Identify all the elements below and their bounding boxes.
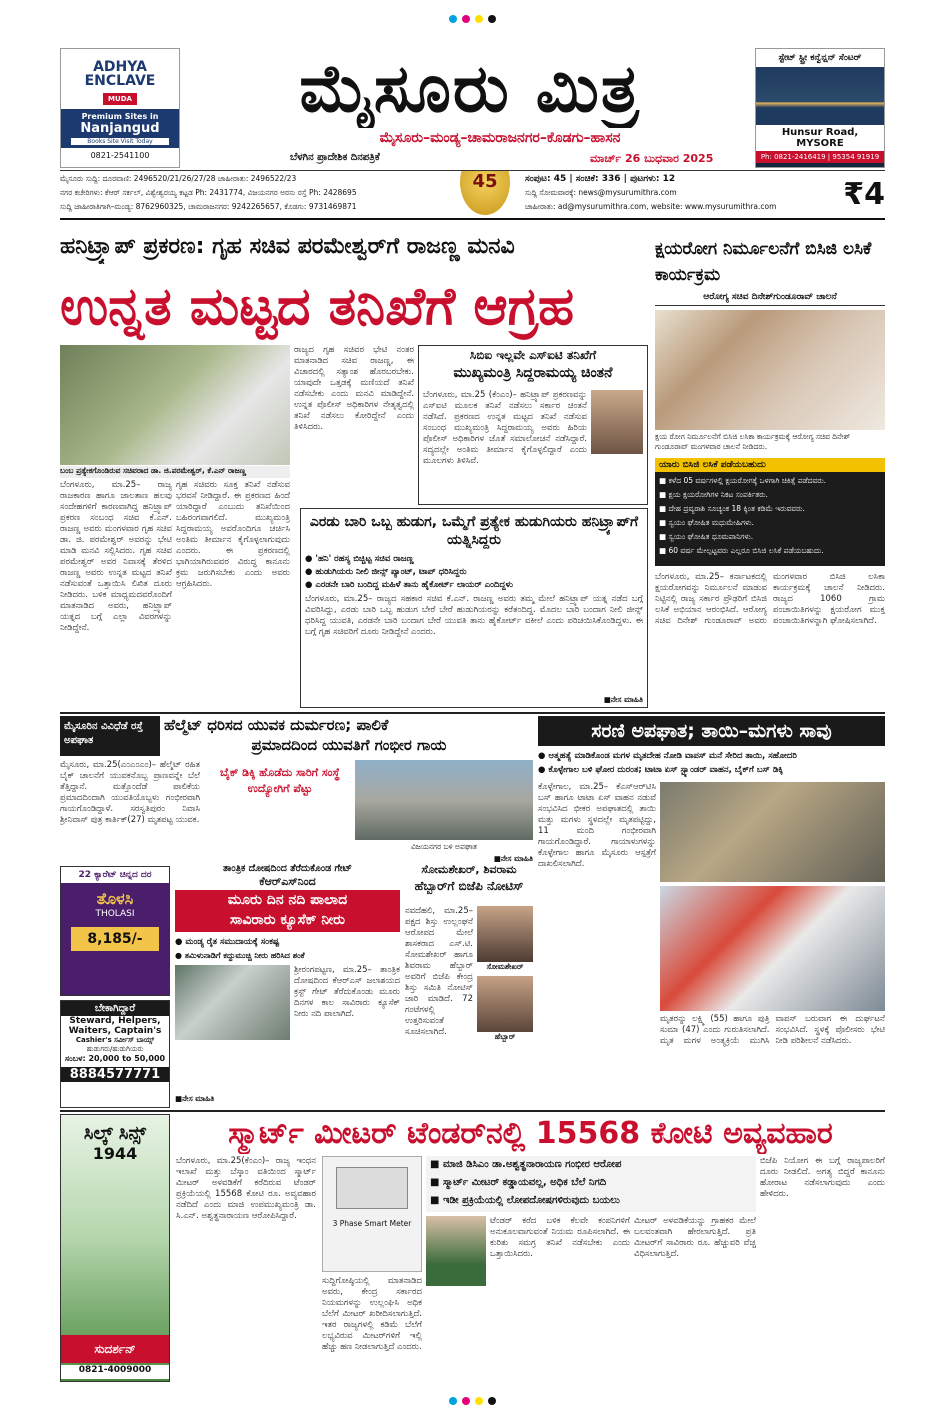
tb-strap: ಆರೋಗ್ಯ ಸಚಿವ ದಿನೇಶ್‌ಗುಂಡೂರಾವ್ ಚಾಲನೆ bbox=[655, 292, 885, 306]
kaveri-kicker-2: ಕೆಆರ್‌ಎಸ್‌ನಿಂದ bbox=[259, 875, 316, 888]
tb-item-1: ■ ಕಳೆದ 05 ವರ್ಷಗಳಲ್ಲಿ ಕ್ಷಯರೋಗಕ್ಕೆ ಒಳಗಾಗಿ ಚಿಕಿತ್ಸೆ ಪಡೆದವರು. bbox=[659, 476, 827, 485]
accident-photo-2 bbox=[660, 886, 885, 1011]
notice-headline: ಹೆಬ್ಬಾರ್‌ಗೆ ಬಿಜೆಪಿ ನೋಟಿಸ್ bbox=[414, 879, 524, 893]
lead-kicker: ಹನಿಟ್ರ್ಯಾಪ್ ಪ್ರಕರಣ: ಗೃಹ ಸಚಿವ ಪರಮೇಶ್ವರ್‌ಗೆ ರಾಜಣ್ಣ ಮನವಿ bbox=[60, 234, 515, 259]
issue-date: ಮಾರ್ಚ್ 26 ಬುಧವಾರ 2025 bbox=[590, 152, 714, 165]
tb-box bbox=[655, 458, 885, 566]
silk-year: 1944 bbox=[92, 1144, 138, 1163]
gold-price: 8,185/- bbox=[71, 927, 159, 951]
honeytrap-bullet-2: ● ಹುಡುಗಿಯರು ನೀಲಿ ಜೀನ್ಸ್ ಪ್ಯಾಂಟ್, ಟಾಪ್ ಧರಿಸಿದ್ದರು bbox=[305, 567, 467, 577]
meter-body-2: ಸುದ್ದಿಗೋಷ್ಠಿಯಲ್ಲಿ ಮಾತನಾಡಿದ ಅವರು, ಕೇಂದ್ರ ಸರ್ಕಾರದ ನಿಯಮಗಳನ್ನು ಉಲ್ಲಂಘಿಸಿ ಅಧಿಕ ಬೆಲೆಗೆ ಮೀಟರ್ ಖರೀದಿಸಲಾಗುತ್ತಿದೆ. ಇತರ ರಾಜ್ಯಗಳಲ್ಲಿ ಕಡಿಮೆ ಬೆಲೆಗೆ ಲಭ್ಯವಿರುವ ಮೀಟರ್‌ಗಳಿಗೆ ಇಲ್ಲಿ ಹೆಚ್ಚು ಹಣ ನೀಡಲಾಗುತ್ತಿದೆ ಎಂದರು. bbox=[322, 1276, 422, 1352]
adhya-line4: Premium Sites in bbox=[81, 112, 159, 121]
lead-body-col-3: ರಾಜ್ಯದ ಗೃಹ ಸಚಿವರ ಭೇಟಿ ನಂತರ ಮಾತನಾಡಿದ ಸಚಿವ ರಾಜಣ್ಣ, ಈ ವಿಚಾರದಲ್ಲಿ ಸತ್ಯಾಂಶ ಹೊರಬರಬೇಕು. ಯಾವುದೇ ಒತ್ತಡಕ್ಕೆ ಮಣಿಯದೆ ತನಿಖೆ ನಡೆಸಬೇಕು ಎಂದು ಮನವಿ ಮಾಡಿದ್ದೇನೆ. ಉನ್ನತ ಪೊಲೀಸ್ ಅಧಿಕಾರಿಗಳ ನೇತೃತ್ವದಲ್ಲಿ ತನಿಖೆ ನಡೆಸಲು ಕೋರಿದ್ದೇನೆ ಎಂದು ತಿಳಿಸಿದರು. bbox=[294, 345, 414, 432]
notice-caption-2: ಹೆಬ್ಬಾರ್ bbox=[494, 1032, 516, 1041]
silk-brand: ಸುದರ್ಶನ್ bbox=[61, 1335, 169, 1363]
honeytrap-bullet-1: ● 'ಹನಿ' ರಹಸ್ಯ ಬಿಚ್ಚಿಟ್ಟ ಸಚಿವ ರಾಜಣ್ಣ bbox=[305, 554, 414, 564]
convention-ad[interactable] bbox=[755, 48, 885, 168]
jobs-line-1: Steward, Helpers, bbox=[69, 1016, 161, 1026]
lead-photo bbox=[60, 345, 290, 465]
contact-line-3: ಸುದ್ದಿ ಜಾಹೀರಾತಿಗಾಗಿ–ಮಂಡ್ಯ: 8762960325, ಚಾಮರಾಜನಗರ: 9242265657, ಕೊಡಗು: 9731469871 bbox=[60, 202, 357, 211]
honeytrap-credit: ■ನೇಸ ಮಾಹಿತಿ bbox=[603, 695, 643, 704]
jobs-line-3: Cashier's ಸರ್ವೀಸ್ ಬಾಯ್ಸ್ bbox=[75, 1036, 155, 1044]
meter-bullet-2: ■ ಸ್ಮಾರ್ಟ್ ಮೀಟರ್ ಕಡ್ಡಾಯವಲ್ಲ, ಅಧಿಕ ಬೆಲೆ ನಿಗದಿ bbox=[430, 1177, 607, 1188]
accident-headline: ಸರಣಿ ಅಪಘಾತ; ತಾಯಿ–ಮಗಳು ಸಾವು bbox=[538, 716, 885, 746]
gold-title: 22 ಕ್ಯಾರೆಟ್ ಚಿನ್ನದ ದರ bbox=[61, 867, 169, 883]
jobs-title: ಬೇಕಾಗಿದ್ದಾರೆ bbox=[61, 1001, 169, 1016]
meter-bullet-3: ■ ಇಡೀ ಪ್ರಕ್ರಿಯೆಯಲ್ಲಿ ಲೋಪದೋಷಗಳಿರುವುದು ಬಯಲು bbox=[430, 1195, 620, 1206]
honeytrap-box bbox=[300, 508, 648, 708]
notice-body: ನವದೆಹಲಿ, ಮಾ.25– ಪಕ್ಷದ ಶಿಸ್ತು ಉಲ್ಲಂಘನೆ ಆರೋಪದ ಮೇಲೆ ಶಾಸಕರಾದ ಎಸ್.ಟಿ. ಸೋಮಶೇಖರ್ ಹಾಗೂ ಶಿವರಾಮ ಹೆಬ್ಬಾರ್ ಅವರಿಗೆ ಬಿಜೆಪಿ ಕೇಂದ್ರ ಶಿಸ್ತು ಸಮಿತಿ ನೋಟಿಸ್ ಜಾರಿ ಮಾಡಿದೆ. 72 ಗಂಟೆಗಳಲ್ಲಿ ಉತ್ತರಿಸುವಂತೆ ಸೂಚಿಸಲಾಗಿದೆ. bbox=[405, 906, 473, 1037]
silk-title: ಸಿಲ್ಕ್ ಸಿನ್ಸ್ bbox=[83, 1123, 147, 1144]
cm-kicker: ಸಿಬಿಐ ಇಲ್ಲವೇ ಎಸ್‌ಐಟಿ ತನಿಖೆಗೆ bbox=[469, 348, 597, 362]
silk-ad[interactable] bbox=[60, 1114, 170, 1382]
kaveri-bullet-1: ● ಮಂಡ್ಯ ರೈತ ಸಮುದಾಯಕ್ಕೆ ಸಂಕಷ್ಟ bbox=[175, 937, 280, 947]
adhya-title-2: ENCLAVE bbox=[84, 73, 156, 89]
tb-item-4: ■ ಸ್ವಯಂ ಘೋಷಿತ ಮಧುಮೇಹಿಗಳು. bbox=[659, 518, 754, 527]
muda-badge: MUDA bbox=[103, 93, 137, 105]
anniversary-seal bbox=[460, 170, 510, 215]
tb-headline: ಕ್ಷಯರೋಗ ನಿರ್ಮೂಲನೆಗೆ ಬಿಸಿಜಿ ಲಸಿಕೆ ಕಾರ್ಯಕ್ರಮ bbox=[655, 239, 872, 285]
adhya-phone: 0821-2541100 bbox=[90, 151, 150, 160]
tb-photo bbox=[655, 310, 885, 430]
meter-headline: ಸ್ಮಾರ್ಟ್ ಮೀಟರ್ ಟೆಂಡರ್‌ನಲ್ಲಿ 15568 ಕೋಟಿ ಅವ್ಯವಹಾರ bbox=[228, 1116, 833, 1151]
meter-body-3: ಟೆಂಡರ್ ಕರೆದ ಬಳಿಕ ಕೆಲವೇ ಕಂಪನಿಗಳಿಗೆ ಅನುಕೂಲವಾಗುವಂತೆ ನಿಯಮ ರೂಪಿಸಲಾಗಿದೆ. ಈ ಕುರಿತು ಸಮಗ್ರ ತನಿಖೆ ನಡೆಸಬೇಕು ಎಂದು ಒತ್ತಾಯಿಸಿದರು. bbox=[490, 1216, 630, 1259]
honeytrap-bullet-3: ● ಎರಡನೇ ಬಾರಿ ಬಂದಿದ್ದ ಮಹಿಳೆ ತಾನು ಹೈಕೋರ್ಟ್ ಲಾಯರ್ ಎಂದಿದ್ದಳು bbox=[305, 580, 513, 590]
email-news: ಸುದ್ದಿ ಸೋಮವಾರಕ್ಕೆ: news@mysurumithra.com bbox=[525, 188, 677, 197]
accident-body-2: ಮೃತರನ್ನು ಲಕ್ಷ್ಮಿ (55) ಹಾಗೂ ಪುತ್ರಿ ಸುಮಾ (47) ಎಂದು ಗುರುತಿಸಲಾಗಿದೆ. ಮೃತ ಮಗಳ ಅಂತ್ಯಕ್ರಿಯೆ ಮುಗಿಸಿ ವಾಪಸ್ ಬರುವಾಗ ಈ ದುರ್ಘಟನೆ ಸಂಭವಿಸಿದೆ. ಸ್ಥಳಕ್ಕೆ ಪೊಲೀಸರು ಭೇಟಿ ನೀಡಿ ಪರಿಶೀಲನೆ ನಡೆಸಿದರು. bbox=[660, 1014, 885, 1046]
cm-box bbox=[418, 345, 648, 505]
ashwath-photo bbox=[426, 1216, 486, 1286]
adhya-title: ADHYA bbox=[93, 59, 147, 75]
silk-phone: 0821-4009000 bbox=[61, 1365, 169, 1379]
honeytrap-headline: ಎರಡು ಬಾರಿ ಒಬ್ಬ ಹುಡುಗ, ಒಮ್ಮೆಗೆ ಪ್ರತ್ಯೇಕ ಹುಡುಗಿಯರು ಹನಿಟ್ರ್ಯಾಪ್‌ಗೆ ಯತ್ನಿಸಿದ್ದರು bbox=[309, 514, 639, 548]
email-ad: ಜಾಹೀರಾತು: ad@mysurumithra.com, website: www.mysurumithra.com bbox=[525, 202, 777, 211]
honeytrap-body: ಬೆಂಗಳೂರು, ಮಾ.25– ರಾಜ್ಯದ ಸಹಕಾರ ಸಚಿವ ಕೆ.ಎನ್. ರಾಜಣ್ಣ ಅವರು ತಮ್ಮ ಮೇಲೆ ಹನಿಟ್ರ್ಯಾಪ್ ಯತ್ನ ನಡೆದ ಬಗ್ಗೆ ವಿವರಿಸಿದ್ದು, ಎರಡು ಬಾರಿ ಒಬ್ಬ ಹುಡುಗ ಬೇರೆ ಬೇರೆ ಹುಡುಗಿಯರನ್ನು ಕರೆತಂದಿದ್ದ. ಮೊದಲ ಬಾರಿ ಬಂದಾಗ ನೀಲಿ ಜೀನ್ಸ್ ಧರಿಸಿದ್ದ ಯುವತಿ, ಎರಡನೇ ಬಾರಿ ಬಂದಾಗ ಬೇರೆ ಯುವತಿ ತಾನು ಹೈಕೋರ್ಟ್ ವಕೀಲೆ ಎಂದು ಪರಿಚಯಿಸಿಕೊಂಡಿದ್ದಳು. ಈ ಬಗ್ಗೆ ಗೃಹ ಸಚಿವರಿಗೆ ದೂರು ನೀಡಿದ್ದೇನೆ ಎಂದರು. bbox=[305, 594, 643, 637]
tb-body: ಬೆಂಗಳೂರು, ಮಾ.25– ಕರ್ನಾಟಕದಲ್ಲಿ ಕ್ಷಯರೋಗವನ್ನು ನಿರ್ಮೂಲನೆ ಮಾಡುವ ನಿಟ್ಟಿನಲ್ಲಿ ರಾಜ್ಯ ಸರ್ಕಾರ ಪ್ರೌಢರಿಗೆ ಬಿಸಿಜಿ ಲಸಿಕೆ ಅಭಿಯಾನ ಆರಂಭಿಸಿದೆ. ಆರೋಗ್ಯ ಸಚಿವ ದಿನೇಶ್ ಗುಂಡೂರಾವ್ ಅವರು ಮಂಗಳವಾರ ಬಿಸಿಜಿ ಲಸಿಕಾ ಕಾರ್ಯಕ್ರಮಕ್ಕೆ ಚಾಲನೆ ನೀಡಿದರು. ರಾಜ್ಯದ 1060 ಗ್ರಾಮ ಪಂಚಾಯಿತಿಗಳನ್ನು ಕ್ಷಯರೋಗ ಮುಕ್ತ ಪಂಚಾಯಿತಿಗಳನ್ನಾಗಿ ಘೋಷಿಸಲಾಗಿದೆ. bbox=[655, 572, 885, 626]
contact-line-2: ನಗರ ಕಚೇರಿಗಳು: ಕೆಆರ್ ಸರ್ಕಲ್, ವಿಶ್ವೇಶ್ವರಯ್ಯ ಕಟ್ಟಡ Ph: 2431774, ವಿಜಯನಗರ ಅರಸು ರಸ್ತೆ Ph: 2428695 bbox=[60, 188, 357, 197]
tb-caption: ಕ್ಷಯ ರೋಗ ನಿರ್ಮೂಲನೆಗೆ ಬಿಸಿಜಿ ಲಸಿಕಾ ಕಾರ್ಯಕ್ರಮಕ್ಕೆ ಆರೋಗ್ಯ ಸಚಿವ ದಿನೇಶ್ ಗುಂಡೂರಾವ್ ಮಂಗಳವಾರ ಚಾಲನೆ ನೀಡಿದರು. bbox=[655, 432, 851, 451]
cm-photo bbox=[591, 390, 643, 454]
masthead-subtitle: ಮೈಸೂರು–ಮಂಡ್ಯ–ಚಾಮರಾಜನಗರ–ಕೊಡಗು–ಹಾಸನ bbox=[379, 130, 621, 146]
cm-headline: ಮುಖ್ಯಮಂತ್ರಿ ಸಿದ್ದರಾಮಯ್ಯ ಚಿಂತನೆ bbox=[453, 365, 613, 381]
cm-body: ಬೆಂಗಳೂರು, ಮಾ.25 (ಕೆಂಎಂ)– ಹನಿಟ್ರ್ಯಾಪ್ ಪ್ರಕರಣವನ್ನು ಎಸ್‌ಐಟಿ ಮೂಲಕ ತನಿಖೆ ನಡೆಸಲು ಸರ್ಕಾರ ಚಿಂತನೆ ನಡೆಸಿದೆ. ಪ್ರಕರಣದ ಉನ್ನತ ಮಟ್ಟದ ತನಿಖೆ ನಡೆಸುವ ಸಂಬಂಧ ಮುಖ್ಯಮಂತ್ರಿ ಸಿದ್ದರಾಮಯ್ಯ ಅವರು ಹಿರಿಯ ಪೊಲೀಸ್ ಅಧಿಕಾರಿಗಳ ಜೊತೆ ಸಮಾಲೋಚನೆ ನಡೆಸಿದ್ದಾರೆ. ಸದ್ಯದಲ್ಲೇ ಅಂತಿಮ ತೀರ್ಮಾನ ಕೈಗೊಳ್ಳಲಿದ್ದಾರೆ ಎಂದು ಮೂಲಗಳು ತಿಳಿಸಿವೆ. bbox=[423, 390, 587, 466]
notice-caption-1: ಸೋಮಶೇಖರ್ bbox=[486, 962, 524, 971]
meter-body-4: ಮೀಟರ್ ಅಳವಡಿಕೆಯನ್ನು ಗ್ರಾಹಕರ ಮೇಲೆ ಬಲವಂತವಾಗಿ ಹೇರಲಾಗುತ್ತಿದೆ. ಪ್ರತಿ ಮೀಟರ್‌ಗೆ ಸಾವಿರಾರು ರೂ. ಹೆಚ್ಚುವರಿ ವೆಚ್ಚ ವಿಧಿಸಲಾಗುತ್ತಿದೆ. bbox=[634, 1216, 756, 1259]
adhya-cta: Books Site Visit Today bbox=[71, 138, 169, 145]
volume-info: ಸಂಪುಟ: 45 | ಸಂಚಿಕೆ: 336 | ಪುಟಗಳು: 12 bbox=[525, 174, 676, 184]
masthead-tagline: ಬೆಳಗಿನ ಪ್ರಾದೇಶಿಕ ದಿನಪತ್ರಿಕೆ bbox=[290, 152, 380, 163]
notice-photo-2 bbox=[477, 976, 533, 1032]
youth-body: ಮೈಸೂರು, ಮಾ.25(ಎಂಎಂಎಂ)– ಹೆಲ್ಮೆಟ್ ರಹಿತ ಬೈಕ್ ಚಾಲನೆಗೆ ಯುವಕನೊಬ್ಬ ಪ್ರಾಣವನ್ನೇ ಬೆಲೆ ತೆತ್ತಿದ್ದಾನೆ. ಮತ್ತೊಂದೆಡೆ ಪಾಲಿಕೆಯ ಪ್ರಮಾದದಿಂದಾಗಿ ಯುವತಿಯೊಬ್ಬಳು ಗಂಭೀರವಾಗಿ ಗಾಯಗೊಂಡಿದ್ದಾಳೆ. ಸರಸ್ವತಿಪುರಂ ನಿವಾಸಿ ಶ್ರೀನಿವಾಸ್ ಪುತ್ರ ಕಾರ್ತಿಕ್(27) ಮೃತಪಟ್ಟ ಯುವಕ. bbox=[60, 760, 200, 825]
jobs-salary: ಸಂಬಳ: 20,000 to 50,000 bbox=[64, 1054, 166, 1063]
jobs-ad[interactable] bbox=[60, 1000, 170, 1108]
lead-body-col-2: ಗೃಹ ಸಚಿವರು ಸೂಕ್ತ ತನಿಖೆ ನಡೆಸುವ ಭರವಸೆ ನೀಡಿದ್ದಾರೆ. ಈ ಪ್ರಕರಣದ ಹಿಂದೆ ಯಾರಿದ್ದಾರೆ ಎಂಬುದು ತನಿಖೆಯಿಂದ ಬಹಿರಂಗವಾಗಲಿದೆ. ಮುಖ್ಯಮಂತ್ರಿ ಸಿದ್ದರಾಮಯ್ಯ ಅವರೊಂದಿಗೂ ಚರ್ಚಿಸಿ ಅಂತಿಮ ತೀರ್ಮಾನ ಕೈಗೊಳ್ಳಲಾಗುವುದು ಎಂದರು. ಈ ಪ್ರಕರಣದಲ್ಲಿ ಭಾಗಿಯಾಗಿರುವವರ ವಿರುದ್ಧ ಕಾನೂನು ಕ್ರಮ ಜರುಗಿಸಬೇಕು ಎಂದು ಅವರು ಆಗ್ರಹಿಸಿದರು. bbox=[176, 480, 290, 589]
meter-body-5: ಬಿಜೆಪಿ ನಿಯೋಗ ಈ ಬಗ್ಗೆ ರಾಜ್ಯಪಾಲರಿಗೆ ದೂರು ನೀಡಲಿದೆ. ಅಗತ್ಯ ಬಿದ್ದರೆ ಕಾನೂನು ಹೋರಾಟ ನಡೆಸಲಾಗುವುದು ಎಂದು ಹೇಳಿದರು. bbox=[760, 1156, 885, 1199]
jobs-phone: 8884577771 bbox=[61, 1067, 169, 1082]
youth-photo bbox=[355, 760, 533, 840]
masthead bbox=[190, 48, 750, 128]
lead-body-col-1: ಬೆಂಗಳೂರು, ಮಾ.25– ರಾಜ್ಯ ರಾಜಕಾರಣ ಹಾಗೂ ಜಾಲತಾಣ ಹಲವು ಸಂದೇಹಗಳಿಗೆ ಕಾರಣವಾಗಿದ್ದ ಹನಿಟ್ರ್ಯಾಪ್ ಪ್ರಕರಣ ಸಂಬಂಧ ಸಚಿವ ಕೆ.ಎನ್. ರಾಜಣ್ಣ ಅವರು ಮಂಗಳವಾರ ಗೃಹ ಸಚಿವ ಡಾ. ಜಿ. ಪರಮೇಶ್ವರ್ ಅವರನ್ನು ಭೇಟಿ ಮಾಡಿ ಮನವಿ ಸಲ್ಲಿಸಿದರು. ಗೃಹ ಸಚಿವ ಪರಮೇಶ್ವರ್ ಅವರ ನಿವಾಸಕ್ಕೆ ತೆರಳಿದ ರಾಜಣ್ಣ ಅವರು ಉನ್ನತ ಮಟ್ಟದ ತನಿಖೆ ನಡೆಸುವಂತೆ ಒತ್ತಾಯಿಸಿ ಲಿಖಿತ ದೂರು ನೀಡಿದರು. ಬಳಿಕ ಮಾಧ್ಯಮದವರೊಂದಿಗೆ ಮಾತನಾಡಿದ ಅವರು, ಹನಿಟ್ರ್ಯಾಪ್ ಯತ್ನದ ಬಗ್ಗೆ ಎಲ್ಲಾ ವಿವರಗಳನ್ನು ನೀಡಿದ್ದೇನೆ. bbox=[60, 480, 172, 633]
notice-kicker: ಸೋಮಶೇಖರ್, ಶಿವರಾಮ bbox=[421, 863, 517, 876]
meter-photo bbox=[322, 1156, 422, 1272]
meter-body-1: ಬೆಂಗಳೂರು, ಮಾ.25(ಕೆಂಎಂ)– ರಾಜ್ಯ ಇಂಧನ ಇಲಾಖೆ ಮತ್ತು ಬೆಸ್ಕಾಂ ವತಿಯಿಂದ ಸ್ಮಾರ್ಟ್ ಮೀಟರ್ ಅಳವಡಿಕೆಗೆ ಕರೆದಿರುವ ಟೆಂಡರ್ ಪ್ರಕ್ರಿಯೆಯಲ್ಲಿ 15568 ಕೋಟಿ ರೂ. ಅವ್ಯವಹಾರ ನಡೆದಿದೆ ಎಂದು ಮಾಜಿ ಉಪಮುಖ್ಯಮಂತ್ರಿ ಡಾ. ಸಿ.ಎನ್. ಅಶ್ವತ್ಥನಾರಾಯಣ ಆರೋಪಿಸಿದ್ದಾರೆ. bbox=[176, 1156, 316, 1221]
gold-sub: THOLASI bbox=[95, 909, 135, 919]
kaveri-bullet-2: ● ತಮಿಳುನಾಡಿಗೆ ಕದ್ದುಮುಚ್ಚಿ ನೀರು ಹರಿಸಿದ ಶಂಕೆ bbox=[175, 951, 305, 960]
kaveri-photo bbox=[175, 965, 290, 1040]
jobs-line-2: Waiters, Captain's bbox=[68, 1026, 162, 1036]
youth-credit: ■ನೇಸ ಮಾಹಿತಿ bbox=[493, 854, 533, 863]
tb-box-title: ಯಾರು ಬಿಸಿಜಿ ಲಸಿಕೆ ಪಡೆಯಬಹುದು bbox=[655, 458, 885, 472]
youth-headline-1: ಹೆಲ್ಮೆಟ್ ಧರಿಸದ ಯುವಕ ದುರ್ಮರಣ; ಪಾಲಿಕೆ bbox=[164, 716, 389, 734]
tb-item-2: ■ ಕ್ಷಯ ಕ್ಷಯರೋಗಿಗಳ ನಿಕಟ ಸಂಪರ್ಕಿತರು. bbox=[659, 490, 768, 499]
meter-bullet-1: ■ ಮಾಜಿ ಡಿಸಿಎಂ ಡಾ.ಅಶ್ವತ್ಥನಾರಾಯಣ ಗಂಭೀರ ಆರೋಪ bbox=[430, 1159, 622, 1170]
youth-photo-caption: ವಿಜಯನಗರ ಬಳಿ ಅಪಘಾತ bbox=[410, 842, 478, 851]
kaveri-kicker: ತಾಂತ್ರಿಕ ದೋಷದಿಂದ ತೆರೆದುಕೊಂಡ ಗೇಟ್ bbox=[223, 863, 352, 874]
convention-phone: Ph: 0821-2416419 | 95354 91919 bbox=[756, 151, 884, 163]
youth-sub-head: ಬೈಕ್ ಡಿಕ್ಕಿ ಹೊಡೆದು ಸಾರಿಗೆ ಸಂಸ್ಥೆ ಉದ್ಯೋಗಿಗೆ ಪೆಟ್ಟು bbox=[220, 766, 340, 795]
kaveri-body: ಶ್ರೀರಂಗಪಟ್ಟಣ, ಮಾ.25– ತಾಂತ್ರಿಕ ದೋಷದಿಂದ ಕೆಆರ್‌ಎಸ್ ಜಲಾಶಯದ ಕ್ರಸ್ಟ್ ಗೇಟ್ ತೆರೆದುಕೊಂಡು ಮೂರು ದಿನಗಳ ಕಾಲ ಸಾವಿರಾರು ಕ್ಯೂಸೆಕ್ ನೀರು ನದಿ ಪಾಲಾಗಿದೆ. bbox=[294, 965, 400, 1019]
price: ₹4 bbox=[843, 177, 885, 212]
lead-photo-caption: ಬಂಬ ಪ್ರತ್ಯೇಕಗೊಂಡಿರುವ ಸಚಿವರಾದ ಡಾ. ಜಿ.ಪರಮೇಶ್ವರ್, ಕೆ.ಎನ್ ರಾಜಣ್ಣ bbox=[60, 466, 290, 478]
accident-body: ಕೊಳ್ಳೇಗಾಲ, ಮಾ.25– ಕೆಎಸ್ಆರ್‌ಟಿಸಿ ಬಸ್ ಹಾಗೂ ಟಾಟಾ ಏಸ್ ವಾಹನ ನಡುವೆ ಸಂಭವಿಸಿದ ಭೀಕರ ಅಪಘಾತದಲ್ಲಿ ತಾಯಿ ಮತ್ತು ಮಗಳು ಸ್ಥಳದಲ್ಲೇ ಮೃತಪಟ್ಟಿದ್ದು, 11 ಮಂದಿ ಗಂಭೀರವಾಗಿ ಗಾಯಗೊಂಡಿದ್ದಾರೆ. ಗಾಯಾಳುಗಳನ್ನು ಕೊಳ್ಳೇಗಾಲ ಹಾಗೂ ಮೈಸೂರು ಆಸ್ಪತ್ರೆಗೆ ದಾಖಲಿಸಲಾಗಿದೆ. bbox=[538, 782, 656, 869]
adhya-enclave-ad[interactable] bbox=[60, 48, 180, 168]
tb-item-3: ■ ದೇಹ ದ್ರವ್ಯರಾಶಿ ಸೂಚ್ಯಂಕ 18 ಕ್ಕಿಂತ ಕಡಿಮೆ ಇರುವವರು. bbox=[659, 504, 805, 513]
tb-item-5: ■ ಸ್ವಯಂ ಘೋಷಿತ ಧೂಮಪಾನಿಗಳು. bbox=[659, 532, 754, 541]
lead-headline: ಉನ್ನತ ಮಟ್ಟದ ತನಿಖೆಗೆ ಆಗ್ರಹ bbox=[60, 277, 574, 337]
tb-item-6: ■ 60 ವರ್ಷ ಮೇಲ್ಪಟ್ಟವರು ಎಲ್ಲರೂ ಬಿಸಿಜಿ ಲಸಿಕೆ ಪಡೆಯಬಹುದು. bbox=[659, 546, 824, 555]
convention-caption: Hunsur Road, MYSORE bbox=[756, 125, 884, 151]
accident-bullet-1: ● ಆತ್ಮಹತ್ಯೆ ಮಾಡಿಕೊಂಡ ಮಗಳ ಮೃತದೇಹ ನೋಡಿ ವಾಪಸ್ ಮನೆ ಸೇರಿದ ತಾಯಿ, ಸಹೋದರಿ bbox=[538, 751, 797, 761]
kaveri-credit: ■ನೇಸ ಮಾಹಿತಿ bbox=[175, 1094, 215, 1103]
gold-rate-ad[interactable] bbox=[60, 866, 170, 996]
adhya-location: Nanjangud bbox=[80, 121, 160, 136]
contact-line-1: ಮೈಸೂರು ಸುದ್ದಿ: ದೂರವಾಣಿ: 2496520/21/26/27/28 ಜಾಹೀರಾತು: 2496522/23 bbox=[60, 174, 297, 183]
convention-title: ಸ್ಟೇಟ್ ಸ್ಟ್ರೀ ಕನ್ವೆನ್ಷನ್ ಸೆಂಟರ್ bbox=[756, 49, 884, 67]
anniversary-number: 45 bbox=[472, 171, 498, 192]
accident-photo-1 bbox=[660, 782, 885, 882]
meter-photo-label: 3 Phase Smart Meter bbox=[332, 1219, 412, 1228]
newspaper-title: ಮೈಸೂರು ಮಿತ್ರ bbox=[299, 49, 641, 127]
accident-bullet-2: ● ಕೊಳ್ಳೇಗಾಲ ಬಳಿ ಘೋರ ದುರಂತ; ಟಾಟಾ ಏಸ್ ಸ್ಟ್ಯಾಂಡರ್ ವಾಹನ, ಬೈಕ್‌ಗೆ ಬಸ್ ಡಿಕ್ಕಿ bbox=[538, 765, 783, 775]
meter-bullets bbox=[426, 1156, 756, 1212]
gold-brand: ತೊಳಸಿ bbox=[96, 889, 134, 908]
kaveri-headline-1: ಮೂರು ದಿನ ನದಿ ಪಾಲಾದ bbox=[227, 892, 348, 908]
jobs-line-4: ಹುಡುಗರು/ಹುಡುಗಿಯರು bbox=[86, 1045, 144, 1053]
registration-bottom bbox=[0, 1396, 945, 1406]
youth-headline-2: ಪ್ರಮಾದದಿಂದ ಯುವತಿಗೆ ಗಂಭೀರ ಗಾಯ bbox=[251, 736, 447, 754]
registration-top bbox=[0, 14, 945, 24]
notice-photo-1 bbox=[477, 906, 533, 962]
youth-strap: ಮೈಸೂರಿನ ವಿವಿಧೆಡೆ ರಸ್ತೆ ಅಪಘಾತ bbox=[60, 716, 160, 756]
kaveri-headline-2: ಸಾವಿರಾರು ಕ್ಯೂಸೆಕ್ ನೀರು bbox=[229, 912, 346, 928]
